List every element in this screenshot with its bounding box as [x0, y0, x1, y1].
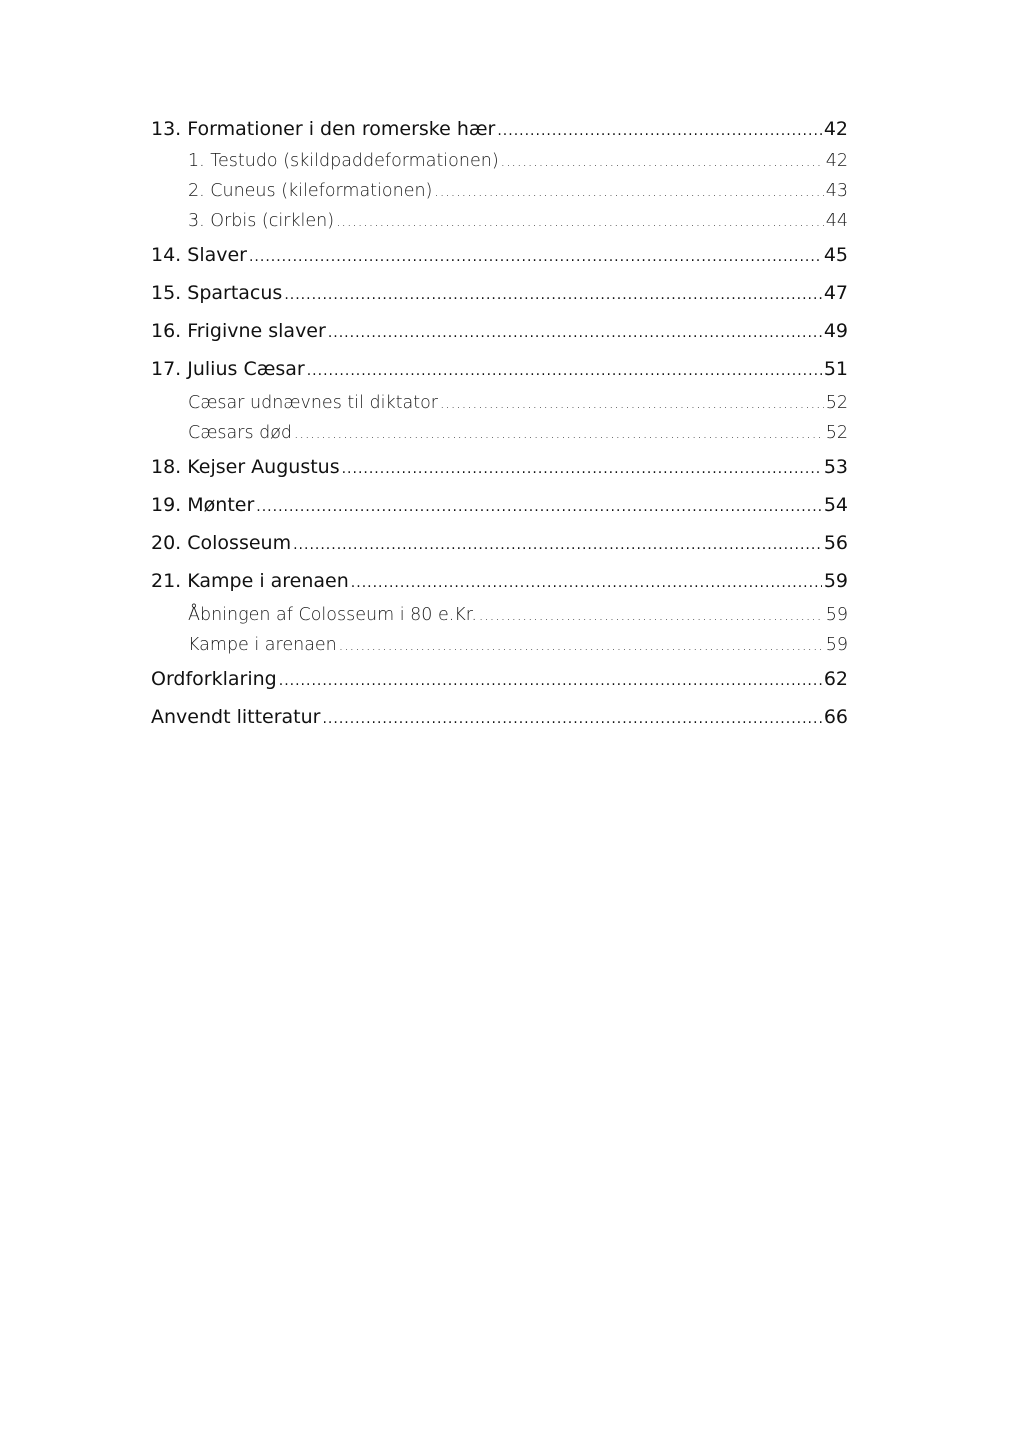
- toc-dot-leader: [328, 315, 822, 352]
- toc-page-number: 42: [823, 118, 848, 140]
- toc-page-number: 49: [823, 320, 848, 342]
- toc-entry-title: Cæsars død: [188, 423, 293, 443]
- toc-chapter-entry[interactable]: [151, 524, 848, 562]
- toc-dot-leader: [440, 389, 824, 419]
- toc-dot-leader: [284, 277, 822, 314]
- toc-chapter-entry[interactable]: [151, 698, 848, 736]
- toc-entry-title: 20. Colosseum: [151, 532, 292, 554]
- toc-entry-title: 3. Orbis (cirklen): [188, 211, 335, 231]
- toc-dot-leader: [501, 147, 824, 177]
- toc-entry-title: 19. Mønter: [151, 494, 255, 516]
- toc-page-number: 42: [825, 151, 848, 171]
- toc-dot-leader: [256, 489, 822, 526]
- toc-chapter-entry[interactable]: [151, 113, 848, 146]
- toc-page-number: 59: [823, 570, 848, 592]
- toc-chapter-entry[interactable]: [151, 236, 848, 274]
- toc-dot-leader: [434, 177, 823, 207]
- toc-dot-leader: [293, 527, 822, 564]
- toc-dot-leader: [336, 207, 824, 237]
- toc-dot-leader: [322, 701, 821, 738]
- toc-page-number: 62: [823, 668, 848, 690]
- toc-dot-leader: [342, 451, 822, 488]
- toc-entry-title: 16. Frigivne slaver: [151, 320, 326, 342]
- toc-section-entry[interactable]: [151, 146, 848, 176]
- table-of-contents: [151, 113, 848, 736]
- toc-section-entry[interactable]: [151, 388, 848, 418]
- toc-page-number: 66: [823, 706, 848, 728]
- toc-dot-leader: [294, 419, 824, 449]
- toc-chapter-entry[interactable]: [151, 448, 848, 486]
- toc-chapter-entry[interactable]: [151, 350, 848, 388]
- toc-entry-title: Cæsar udnævnes til diktator: [188, 393, 438, 413]
- toc-page-number: 51: [823, 358, 848, 380]
- toc-dot-leader: [351, 565, 822, 602]
- toc-entry-title: 13. Formationer i den romerske hær: [151, 118, 496, 140]
- toc-section-entry[interactable]: [151, 600, 848, 630]
- toc-chapter-entry[interactable]: [151, 562, 848, 600]
- toc-page-number: 52: [825, 393, 848, 413]
- toc-dot-leader: [497, 115, 821, 148]
- toc-entry-title: 2. Cuneus (kileformationen): [188, 181, 433, 201]
- toc-dot-leader: [279, 663, 822, 700]
- toc-dot-leader: [249, 239, 822, 276]
- toc-section-entry[interactable]: [151, 206, 848, 236]
- toc-section-entry[interactable]: [151, 418, 848, 448]
- toc-chapter-entry[interactable]: [151, 486, 848, 524]
- toc-dot-leader: [479, 601, 824, 631]
- toc-page-number: 52: [825, 423, 848, 443]
- toc-entry-title: Ordforklaring: [151, 668, 277, 690]
- toc-page-number: 59: [825, 605, 848, 625]
- toc-entry-title: Åbningen af Colosseum i 80 e.Kr.: [188, 605, 477, 625]
- toc-entry-title: Kampe i arenaen: [188, 635, 337, 655]
- toc-entry-title: 1. Testudo (skildpaddeformationen): [188, 151, 499, 171]
- toc-page-number: 44: [825, 211, 848, 231]
- toc-page-number: 59: [825, 635, 848, 655]
- toc-entry-title: 14. Slaver: [151, 244, 247, 266]
- toc-entry-title: 17. Julius Cæsar: [151, 358, 305, 380]
- toc-section-entry[interactable]: [151, 176, 848, 206]
- toc-page-number: 56: [823, 532, 848, 554]
- toc-entry-title: 18. Kejser Augustus: [151, 456, 340, 478]
- toc-section-entry[interactable]: [151, 630, 848, 660]
- toc-page-number: 47: [823, 282, 848, 304]
- toc-page-number: 43: [825, 181, 848, 201]
- toc-chapter-entry[interactable]: [151, 312, 848, 350]
- toc-page-number: 53: [823, 456, 848, 478]
- toc-entry-title: 21. Kampe i arenaen: [151, 570, 349, 592]
- toc-entry-title: 15. Spartacus: [151, 282, 283, 304]
- toc-page-number: 54: [823, 494, 848, 516]
- toc-chapter-entry[interactable]: [151, 274, 848, 312]
- toc-entry-title: Anvendt litteratur: [151, 706, 321, 728]
- toc-dot-leader: [339, 631, 824, 661]
- toc-chapter-entry[interactable]: [151, 660, 848, 698]
- toc-page-number: 45: [823, 244, 848, 266]
- toc-dot-leader: [307, 353, 822, 390]
